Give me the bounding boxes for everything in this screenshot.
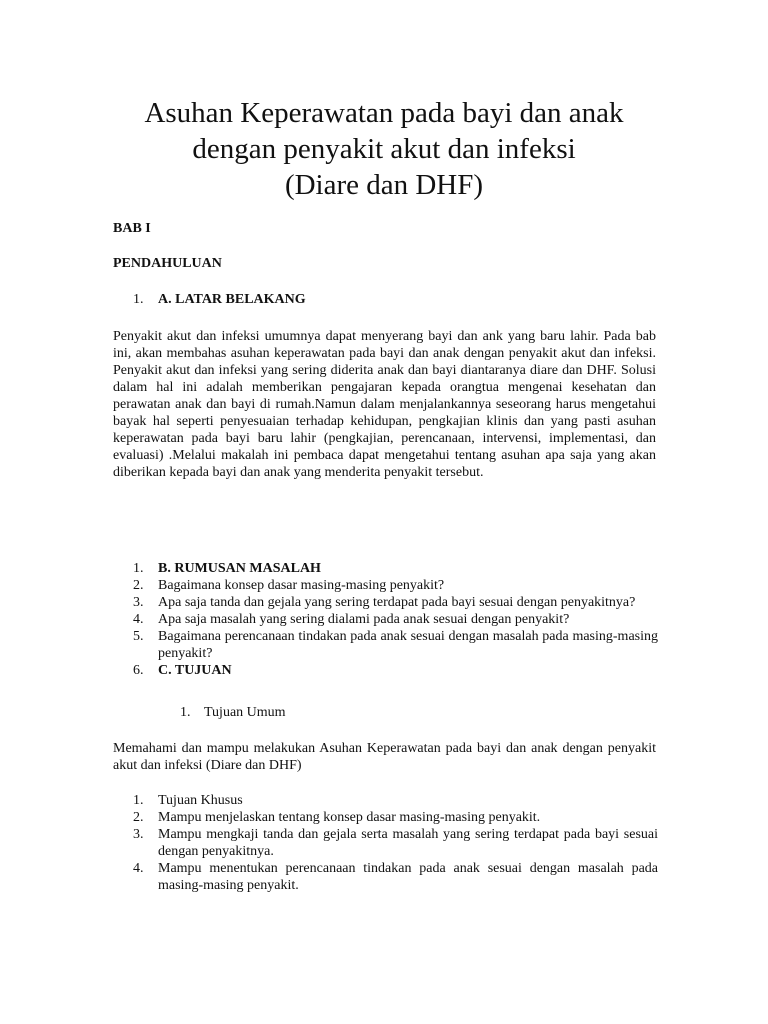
list-item	[113, 611, 658, 628]
list-item	[113, 860, 658, 894]
list-text: Mampu menjelaskan tentang konsep dasar masing-masing penyakit.	[158, 810, 541, 825]
tujuan-umum-paragraph: Memahami dan mampu melakukan Asuhan Keperawatan pada bayi dan anak dengan penyakit akut dan infeksi (Diare dan DHF)	[113, 741, 656, 773]
tujuan-umum-label: Tujuan Umum	[204, 705, 286, 720]
latar-list	[113, 291, 658, 308]
list-number: 3.	[133, 827, 144, 842]
list-number: 1.	[133, 292, 144, 307]
list-text: Tujuan Khusus	[158, 793, 243, 808]
list-item	[113, 826, 658, 860]
list-item	[113, 792, 658, 809]
list-text: Bagaimana perencanaan tindakan pada anak sesuai dengan masalah pada masing-masing penyakit?	[158, 629, 658, 661]
list-item	[113, 594, 658, 611]
list-number: 3.	[133, 595, 144, 610]
list-number: 2.	[133, 578, 144, 593]
khusus-list	[113, 792, 658, 894]
list-number: 2.	[133, 810, 144, 825]
list-number: 1.	[133, 561, 144, 576]
list-text: Mampu menentukan perencanaan tindakan pada anak sesuai dengan masalah pada masing-masing penyakit.	[158, 861, 658, 893]
list-text: Apa saja tanda dan gejala yang sering terdapat pada bayi sesuai dengan penyakitnya?	[158, 595, 636, 610]
latar-heading: A. LATAR BELAKANG	[158, 292, 306, 307]
list-item	[113, 809, 658, 826]
title-line-2: dengan penyakit akut dan infeksi	[192, 133, 576, 165]
tujuan-umum-item	[180, 704, 286, 721]
list-item	[113, 628, 658, 662]
bab-heading: BAB I	[113, 221, 151, 236]
title-line-1: Asuhan Keperawatan pada bayi dan anak	[144, 97, 624, 129]
tujuan-heading: C. TUJUAN	[158, 663, 232, 678]
latar-paragraph: Penyakit akut dan infeksi umumnya dapat menyerang bayi dan ank yang baru lahir. Pada bab ini, akan membahas asuhan keperawatan pada bayi dan anak dengan penyakit akut dan infeksi. Penyakit akut dan infeksi yang sering diderita anak dan bayi diantaranya diare dan DHF. Solusi dalam hal ini adalah memberikan pengajaran kepada orangtua mengenai kesehatan dan perawatan anak dan bayi di rumah.Namun dalam menjalankannya seseorang harus mengetahui bayak hal seperti penyesuaian terhadap kehidupan, pengkajian klinis dan yang pasti asuhan keperawatan pada bayi baru lahir (pengkajian, perencanaan, intervensi, implementasi, dan evaluasi) .Melalui makalah ini pembaca dapat mengetahui tentang asuhan apa saja yang akan diberikan kepada bayi dan anak yang menderita penyakit tersebut.	[113, 329, 656, 480]
list-text: Apa saja masalah yang sering dialami pada anak sesuai dengan penyakit?	[158, 612, 570, 627]
list-number: 4.	[133, 612, 144, 627]
list-item	[113, 577, 658, 594]
pendahuluan-heading: PENDAHULUAN	[113, 256, 222, 271]
rumusan-heading: B. RUMUSAN MASALAH	[158, 561, 321, 576]
document-title	[100, 95, 668, 203]
list-item	[113, 662, 658, 679]
title-line-3: (Diare dan DHF)	[284, 169, 484, 201]
rumusan-list	[113, 560, 658, 679]
list-text: Bagaimana konsep dasar masing-masing penyakit?	[158, 578, 445, 593]
list-number: 4.	[133, 861, 144, 876]
list-text: Mampu mengkaji tanda dan gejala serta masalah yang sering terdapat pada bayi sesuai dengan penyakitnya.	[158, 827, 658, 859]
list-number: 5.	[133, 629, 144, 644]
list-item	[113, 560, 658, 577]
list-number: 1.	[180, 705, 191, 720]
list-number: 6.	[133, 663, 144, 678]
list-number: 1.	[133, 793, 144, 808]
list-item	[113, 291, 658, 308]
